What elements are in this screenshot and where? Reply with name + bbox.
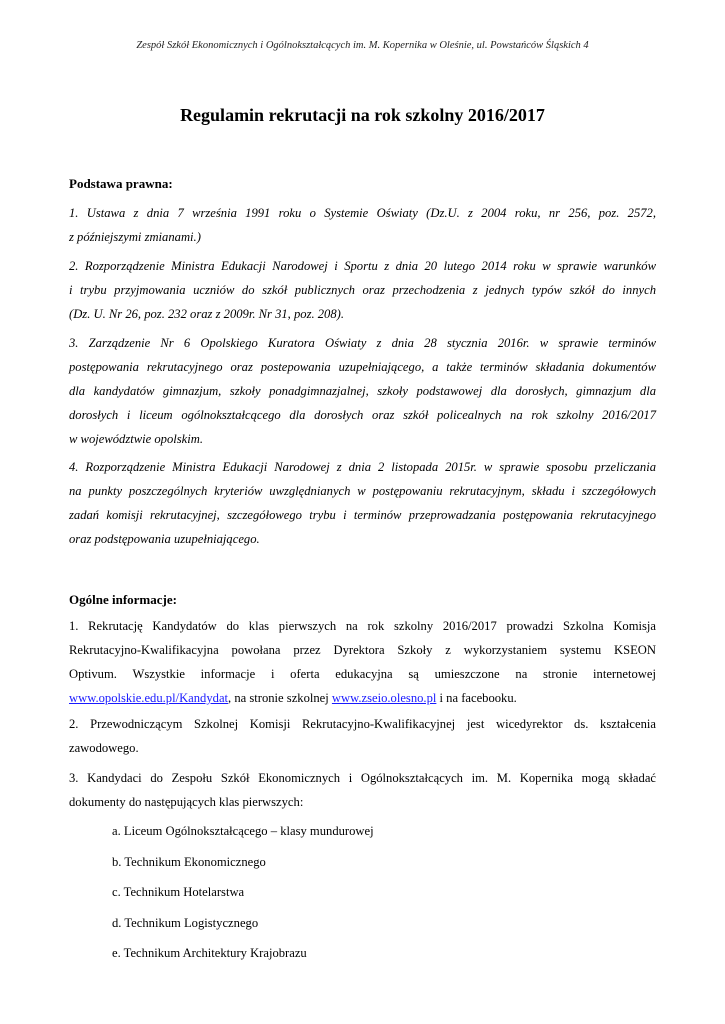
general-paragraph-2	[69, 712, 656, 760]
opolskie-kandydat-link[interactable]: www.opolskie.edu.pl/Kandydat	[69, 691, 229, 705]
general-info-heading: Ogólne informacje:	[69, 592, 177, 607]
text-line: 1. Rekrutację Kandydatów do klas pierwszych na rok szkolny 2016/2017 prowadzi Szkolna Komisja	[69, 619, 656, 633]
text-line: 2. Przewodniczącym Szkolnej Komisji Rekrutacyjno-Kwalifikacyjnej jest wicedyrektor ds. kształcenia	[69, 717, 656, 731]
text-line: postępowania rekrutacyjnego oraz postepowania uzupełniającego, a także terminów składania dokumentów	[69, 360, 656, 374]
class-list-item: d. Technikum Logistycznego	[112, 916, 259, 930]
text-line: dokumenty do następujących klas pierwszych:	[69, 795, 304, 809]
general-paragraph-1	[69, 614, 656, 710]
general-paragraph-3	[69, 766, 656, 814]
text-line: 3. Kandydaci do Zespołu Szkół Ekonomicznych i Ogólnokształcących im. M. Kopernika mogą składać	[69, 771, 656, 785]
text-line: zadań komisji rekrutacyjnej, szczegółowego trybu i terminów przeprowadzania postępowania rekrutacyjnego	[69, 508, 656, 522]
class-list-item: a. Liceum Ogólnokształcącego – klasy mundurowej	[112, 824, 374, 838]
legal-basis-item-1	[69, 201, 656, 249]
legal-basis-item-3	[69, 331, 656, 451]
text-line: z późniejszymi zmianami.)	[69, 230, 201, 244]
text-line: Rekrutacyjno-Kwalifikacyjna powołana przez Dyrektora Szkoły z wykorzystaniem systemu KSEON	[69, 643, 656, 657]
text-line: na punkty poszczególnych kryteriów uwzględnianych w postępowaniu rekrutacyjnym, składu i szczegółowych	[69, 484, 656, 498]
text-line	[69, 686, 656, 710]
page-header: Zespół Szkół Ekonomicznych i Ogólnokształcących im. M. Kopernika w Oleśnie, ul. Powstańców Śląskich 4	[136, 40, 589, 51]
class-list-item: e. Technikum Architektury Krajobrazu	[112, 946, 307, 960]
text-line: dla kandydatów gimnazjum, szkoły ponadgimnazjalnej, szkoły podstawowej dla dorosłych, gimnazjum dla	[69, 384, 656, 398]
text-fragment: i na facebooku.	[436, 691, 517, 705]
text-line: w województwie opolskim.	[69, 432, 203, 446]
legal-basis-item-4	[69, 455, 656, 551]
text-line: (Dz. U. Nr 26, poz. 232 oraz z 2009r. Nr 31, poz. 208).	[69, 307, 344, 321]
text-line: oraz podstępowania uzupełniającego.	[69, 532, 260, 546]
class-list-item: c. Technikum Hotelarstwa	[112, 885, 245, 899]
text-line: 1. Ustawa z dnia 7 września 1991 roku o Systemie Oświaty (Dz.U. z 2004 roku, nr 256, poz. 2572,	[69, 206, 656, 220]
class-list-item: b. Technikum Ekonomicznego	[112, 855, 266, 869]
legal-basis-heading: Podstawa prawna:	[69, 176, 173, 191]
document-title: Regulamin rekrutacji na rok szkolny 2016/2017	[180, 105, 545, 125]
text-line: 4. Rozporządzenie Ministra Edukacji Narodowej z dnia 2 listopada 2015r. w sprawie sposobu przeliczania	[69, 460, 656, 474]
text-fragment: , na stronie szkolnej	[228, 691, 332, 705]
school-website-link[interactable]: www.zseio.olesno.pl	[331, 691, 437, 705]
text-line: 3. Zarządzenie Nr 6 Opolskiego Kuratora Oświaty z dnia 28 stycznia 2016r. w sprawie terminów	[69, 336, 656, 350]
text-line: dorosłych i liceum ogólnokształcącego dla dorosłych oraz szkół policealnych na rok szkolny 2016/2017	[69, 408, 656, 422]
text-line: i trybu przyjmowania uczniów do szkół publicznych oraz przechodzenia z jednych typów szkół do innych	[69, 283, 656, 297]
text-line: 2. Rozporządzenie Ministra Edukacji Narodowej i Sportu z dnia 20 lutego 2014 roku w sprawie warunków	[69, 259, 656, 273]
text-line: Optivum. Wszystkie informacje i oferta edukacyjna są umieszczone na stronie internetowej	[69, 667, 656, 681]
legal-basis-item-2	[69, 254, 656, 326]
text-line: zawodowego.	[69, 741, 139, 755]
